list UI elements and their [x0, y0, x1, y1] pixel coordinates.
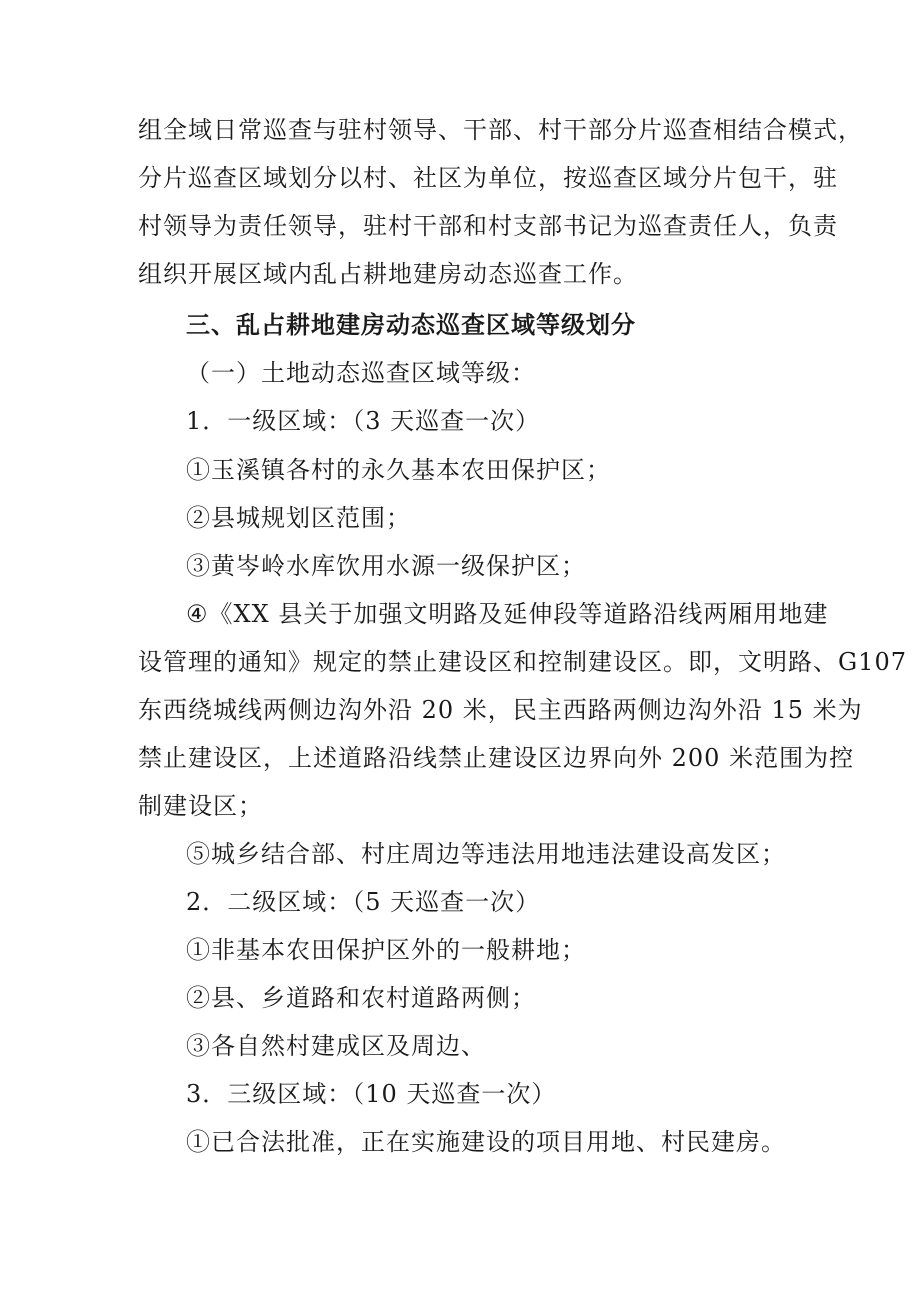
paragraph-line: 设管理的通知》规定的禁止建设区和控制建设区。即，文明路、G107 — [138, 648, 907, 676]
level-heading: 3．三级区域：（10 天巡查一次） — [186, 1080, 557, 1108]
list-item: ①玉溪镇各村的永久基本农田保护区； — [186, 456, 611, 484]
list-item: ④《XX 县关于加强文明路及延伸段等道路沿线两厢用地建 — [186, 600, 829, 628]
level-heading: 1．一级区域：（3 天巡查一次） — [186, 407, 541, 435]
paragraph-line: 分片巡查区域划分以村、社区为单位，按巡查区域分片包干，驻 — [138, 164, 838, 192]
paragraph-line: 制建设区； — [138, 792, 263, 820]
paragraph-line: 村领导为责任领导，驻村干部和村支部书记为巡查责任人，负责 — [138, 212, 838, 240]
list-item: ③黄岑岭水库饮用水源一级保护区； — [186, 552, 586, 580]
paragraph-line: 禁止建设区，上述道路沿线禁止建设区边界向外 200 米范围为控 — [138, 744, 855, 772]
paragraph-line: 组织开展区域内乱占耕地建房动态巡查工作。 — [138, 260, 638, 288]
list-item: ⑤城乡结合部、村庄周边等违法用地违法建设高发区； — [186, 840, 786, 868]
list-item: ③各自然村建成区及周边、 — [186, 1032, 486, 1060]
list-item: ②县城规划区范围； — [186, 504, 411, 532]
level-heading: 2．二级区域：（5 天巡查一次） — [186, 888, 541, 916]
paragraph-line: 东西绕城线两侧边沟外沿 20 米，民主西路两侧边沟外沿 15 米为 — [138, 696, 863, 724]
list-item: ①已合法批准，正在实施建设的项目用地、村民建房。 — [186, 1128, 786, 1156]
list-item: ①非基本农田保护区外的一般耕地； — [186, 936, 586, 964]
paragraph-line: 组全域日常巡查与驻村领导、干部、村干部分片巡查相结合模式， — [138, 116, 863, 144]
list-item: ②县、乡道路和农村道路两侧； — [186, 984, 536, 1012]
subsection-heading: （一）土地动态巡查区域等级： — [186, 359, 536, 387]
section-heading: 三、乱占耕地建房动态巡查区域等级划分 — [186, 311, 636, 339]
